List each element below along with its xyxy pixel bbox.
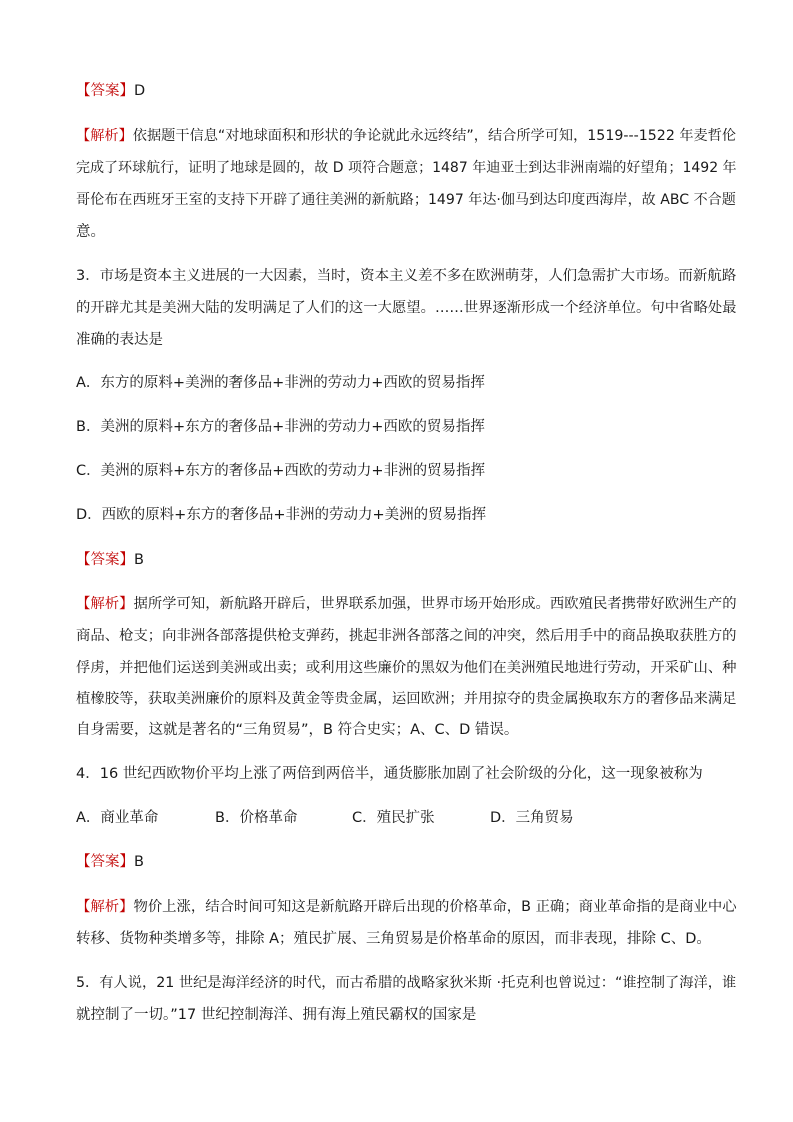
answer-value: B <box>134 552 144 568</box>
question-3-option-d: D．西欧的原料+东方的奢侈品+非洲的劳动力+美洲的贸易指挥 <box>76 507 487 523</box>
answer-1 <box>76 81 145 101</box>
analysis-4-line-2: 转移、货物种类增多等，排除 A；殖民扩展、三角贸易是价格革命的原因，而非表现，排除 C、D。 <box>76 931 711 947</box>
answer-label: 【答案】 <box>76 83 134 99</box>
question-4-options <box>76 808 676 828</box>
question-4-stem: 4．16 世纪西欧物价平均上涨了两倍到两倍半，通货膨胀加剧了社会阶级的分化，这一现象被称为 <box>76 766 703 782</box>
question-5-line-2: 就控制了一切。”17 世纪控制海洋、拥有海上殖民霸权的国家是 <box>76 1007 477 1023</box>
analysis-3-line-4: 植橡胶等，获取美洲廉价的原料及黄金等贵金属，运回欧洲；并用掠夺的贵金属换取东方的奢侈品来满足 <box>76 691 737 707</box>
question-4-option-a: A．商业革命 <box>76 810 159 826</box>
question-4-option-b: B．价格革命 <box>215 810 298 826</box>
analysis-label: 【解析】 <box>76 899 134 915</box>
analysis-1-line-1 <box>76 126 736 146</box>
answer-label: 【答案】 <box>76 854 134 870</box>
question-3-option-a: A．东方的原料+美洲的奢侈品+非洲的劳动力+西欧的贸易指挥 <box>76 375 485 391</box>
question-4-option-c: C．殖民扩张 <box>352 810 435 826</box>
analysis-1-line-2: 完成了环球航行，证明了地球是圆的，故 D 项符合题意；1487 年迪亚士到达非洲南端的好望角；1492 年 <box>76 160 737 176</box>
answer-label: 【答案】 <box>76 552 134 568</box>
analysis-3-line-2: 商品、枪支；向非洲各部落提供枪支弹药，挑起非洲各部落之间的冲突，然后用手中的商品换取获胜方的 <box>76 628 737 644</box>
analysis-4-line-1 <box>76 897 737 917</box>
question-3-option-c: C．美洲的原料+东方的奢侈品+西欧的劳动力+非洲的贸易指挥 <box>76 463 486 479</box>
analysis-1-line-4: 意。 <box>76 224 105 240</box>
question-5-line-1: 5．有人说，21 世纪是海洋经济的时代，而古希腊的战略家狄米斯 ·托克利也曾说过：“谁控制了海洋，谁 <box>76 975 737 991</box>
analysis-1-line-3: 哥伦布在西班牙王室的支持下开辟了通往美洲的新航路；1497 年达·伽马到达印度西海岸，故 ABC 不合题 <box>76 192 736 208</box>
analysis-label: 【解析】 <box>76 596 134 612</box>
analysis-3-line-1 <box>76 594 737 614</box>
answer-4 <box>76 852 144 872</box>
analysis-3-line-3: 俘虏，并把他们运送到美洲或出卖；或利用这些廉价的黑奴为他们在美洲殖民地进行劳动，开采矿山、种 <box>76 660 737 676</box>
analysis-text: 依据题干信息“对地球面积和形状的争论就此永远终结”，结合所学可知，1519---1522 年麦哲伦 <box>132 128 737 144</box>
question-3-line-1: 3．市场是资本主义进展的一大因素，当时，资本主义差不多在欧洲萌芽，人们急需扩大市场。而新航路 <box>76 268 737 284</box>
analysis-text: 物价上涨，结合时间可知这是新航路开辟后出现的价格革命，B 正确；商业革命指的是商业中心 <box>133 899 737 915</box>
question-3-option-b: B．美洲的原料+东方的奢侈品+非洲的劳动力+西欧的贸易指挥 <box>76 419 485 435</box>
question-3-line-3: 准确的表达是 <box>76 332 163 348</box>
question-3-line-2: 的开辟尤其是美洲大陆的发明满足了人们的这一大愿望。……世界逐渐形成一个经济单位。句中省略处最 <box>76 300 737 316</box>
answer-3 <box>76 550 144 570</box>
analysis-label: 【解析】 <box>76 128 133 144</box>
analysis-text: 据所学可知，新航路开辟后，世界联系加强，世界市场开始形成。西欧殖民者携带好欧洲生产的 <box>133 596 737 612</box>
answer-value: D <box>134 83 146 99</box>
answer-value: B <box>134 854 144 870</box>
question-4-option-d: D．三角贸易 <box>490 810 574 826</box>
analysis-3-line-5: 自身需要，这就是著名的“三角贸易”，B 符合史实；A、C、D 错误。 <box>76 722 519 738</box>
